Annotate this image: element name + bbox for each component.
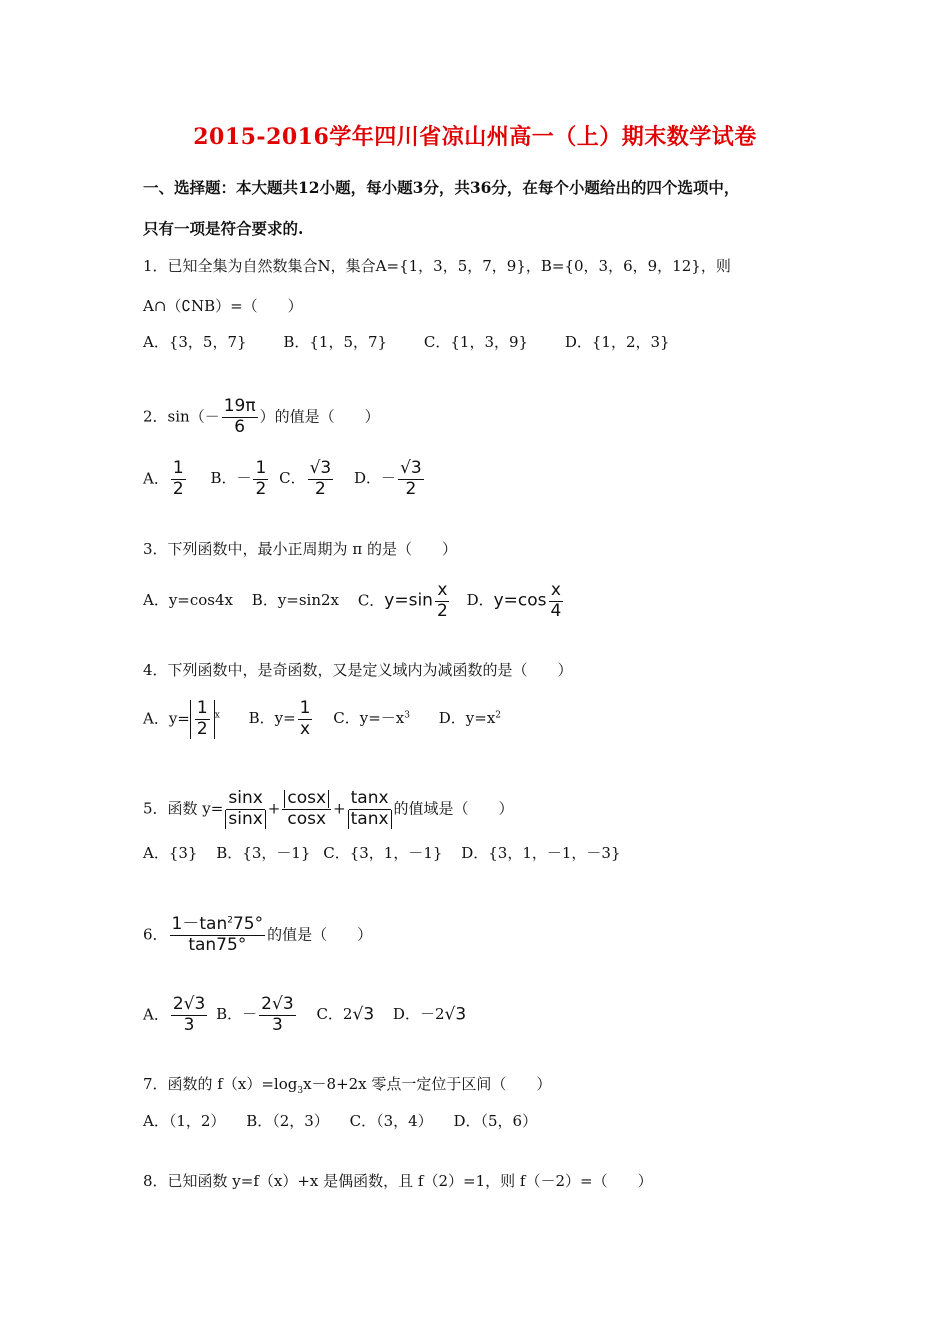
- q1-option-d: D．{1，2，3}: [564, 333, 670, 351]
- q5-options: [143, 843, 621, 863]
- q1-option-c: C．{1，3，9}: [423, 333, 529, 351]
- q3-d-fn: y=cos: [493, 590, 547, 611]
- q4-option-c: C．y=－x: [333, 709, 405, 728]
- q7-stem: [143, 1074, 551, 1101]
- q6-a-coef: 2: [172, 994, 184, 1014]
- q2-options: [143, 460, 426, 499]
- q6-a-den: 3: [183, 1014, 195, 1035]
- q4-c-exp: 3: [404, 710, 410, 721]
- q6-num-a: 1－tan: [171, 914, 228, 934]
- exam-title: 2015-2016学年四川省凉山州高一（上）期末数学试卷: [193, 124, 757, 150]
- q7-stem-b: x－8+2x 零点一定位于区间（ ）: [303, 1075, 552, 1093]
- q7-option-c: C．（3，4）: [349, 1112, 433, 1130]
- q3-d-den: 4: [550, 600, 562, 621]
- q3-c-num: x: [437, 580, 448, 600]
- q5-term1-den: sinx: [225, 810, 265, 829]
- q4-b-den: x: [300, 718, 311, 739]
- q2-d-fraction: [398, 460, 424, 499]
- q1-option-b: B．{1，5，7}: [283, 333, 388, 351]
- q1-stem-line2: A∩（∁NB）=（ ）: [143, 297, 303, 315]
- q5-stem: [143, 790, 514, 829]
- q3-option-d: D．: [466, 591, 494, 610]
- q5-option-d: D．{3，1，－1，－3}: [461, 844, 621, 862]
- q2-c-num: √3: [309, 458, 332, 478]
- q7-option-d: D．（5，6）: [453, 1112, 538, 1130]
- q2-option-d: D．－: [354, 469, 397, 488]
- q6-b-den: 3: [271, 1014, 283, 1035]
- q3-option-a: A．y=cos4x: [143, 591, 234, 610]
- q2-b-fraction: [253, 460, 268, 499]
- q2-d-den: 2: [405, 478, 417, 499]
- q6-fraction: [170, 916, 266, 955]
- q6-option-d: D．－2: [392, 1005, 445, 1024]
- q6-num: [170, 916, 266, 936]
- q6-num-b: 75°: [232, 914, 264, 934]
- q5-term3: [348, 790, 392, 829]
- q5-term2-den: cosx: [287, 808, 327, 829]
- q2-c-den: 2: [315, 478, 326, 499]
- q6-b-fraction: [259, 996, 296, 1035]
- q3-d-fraction: [549, 582, 564, 621]
- q8-stem: 8．已知函数 y=f（x）+x 是偶函数，且 f（2）=1，则 f（－2）=（ ）: [143, 1172, 653, 1190]
- q2-d-radicand: 3: [410, 458, 422, 478]
- q5-term1-num: sinx: [228, 788, 263, 808]
- q2-c-fraction: [308, 460, 334, 499]
- q5-suffix: 的值域是（ ）: [393, 799, 514, 818]
- q5-plus-2: +: [333, 799, 346, 818]
- q3-option-b: B．y=sin2x: [251, 591, 340, 610]
- q2-fraction: [222, 398, 258, 437]
- q6-d-sqrt: √3: [444, 1004, 467, 1025]
- q6-a-fraction: [171, 996, 208, 1035]
- q2-a-num: 1: [172, 458, 184, 478]
- q1-options: [143, 332, 702, 352]
- q3-c-den: 2: [436, 600, 448, 621]
- q6-b-radicand: 3: [282, 994, 294, 1014]
- q4-a-abs: [190, 700, 215, 739]
- q7-stem-a: 7．函数的 f（x）=log: [143, 1075, 298, 1093]
- q6-den: tan75°: [188, 934, 247, 955]
- q4-a-num: 1: [196, 698, 208, 718]
- q5-term3-den: tanx: [348, 810, 392, 829]
- q7-log-base: 3: [297, 1086, 304, 1096]
- q6-prefix: 6．: [143, 925, 168, 944]
- q1-option-a: A．{3，5，7}: [143, 333, 247, 351]
- q2-b-num: 1: [255, 458, 267, 478]
- q2-frac-den: 6: [234, 416, 246, 437]
- q1-stem-line1: 1．已知全集为自然数集合N，集合A={1，3，5，7，9}，B={0，3，6，9，12}，则: [143, 257, 731, 275]
- section-heading-line2: 只有一项是符合要求的.: [143, 219, 304, 238]
- q6-option-b: B．－: [216, 1005, 258, 1024]
- q6-option-c: C．2: [316, 1005, 353, 1024]
- q3-option-c: C．: [357, 591, 385, 610]
- q2-b-den: 2: [255, 478, 267, 499]
- q6-d-radicand: 3: [455, 1004, 467, 1025]
- q2-c-radicand: 3: [320, 458, 332, 478]
- q4-a-exp: x: [214, 710, 220, 721]
- q7-option-b: B．（2，3）: [246, 1112, 329, 1130]
- q7-option-a: A．（1，2）: [143, 1112, 226, 1130]
- q4-stem: 4．下列函数中，是奇函数，又是定义域内为减函数的是（ ）: [143, 661, 573, 679]
- q6-stem: [143, 916, 372, 955]
- q6-b-num: 2√3: [261, 994, 294, 1014]
- q2-a-fraction: [171, 460, 186, 499]
- q2-option-b: B．－: [210, 469, 252, 488]
- q4-d-exp: 2: [495, 710, 502, 721]
- q3-c-fraction: [435, 582, 450, 621]
- q4-b-fraction: [298, 700, 313, 739]
- q6-c-sqrt: √3: [352, 1004, 375, 1025]
- q2-stem: [143, 398, 380, 437]
- q4-options: [143, 700, 501, 739]
- q2-a-den: 2: [172, 478, 184, 499]
- section-heading-line1: 一、选择题：本大题共12小题，每小题3分，共36分，在每个小题给出的四个选项中，: [143, 178, 740, 197]
- q5-option-c: C．{3，1，－1}: [323, 844, 443, 862]
- q4-option-a: A．y=: [143, 709, 190, 728]
- q7-options: [143, 1111, 537, 1131]
- q4-option-d: D．y=x: [438, 709, 496, 728]
- q4-a-fraction: [195, 700, 210, 739]
- q5-term2: [282, 790, 331, 829]
- q5-prefix: 5．函数 y=: [143, 799, 224, 818]
- q6-option-a: A．: [143, 1005, 169, 1024]
- q6-options: [143, 996, 466, 1035]
- q2-d-num: √3: [400, 458, 422, 478]
- q5-term2-num: cosx: [284, 790, 329, 808]
- q2-suffix: ）的值是（ ）: [259, 407, 380, 426]
- q6-b-coef: 2: [261, 994, 272, 1014]
- q6-a-num: 2√3: [172, 994, 206, 1014]
- q4-a-den: 2: [196, 718, 208, 739]
- q4-option-b: B．y=: [248, 709, 296, 728]
- q2-prefix: 2．sin（－: [143, 407, 220, 426]
- q3-d-num: x: [550, 580, 561, 600]
- q6-c-radicand: 3: [363, 1004, 375, 1025]
- q6-suffix: 的值是（ ）: [267, 925, 373, 944]
- q3-stem: 3．下列函数中，最小正周期为 π 的是（ ）: [143, 540, 457, 558]
- q5-term1: [225, 790, 265, 829]
- q5-plus-1: +: [267, 799, 281, 818]
- q6-num-exp: 2: [227, 915, 233, 926]
- q5-option-a: A．{3}: [143, 844, 198, 862]
- q5-option-b: B．{3，－1}: [216, 844, 311, 862]
- q4-b-num: 1: [299, 698, 311, 718]
- q2-option-c: C．: [279, 469, 306, 488]
- q6-a-radicand: 3: [194, 994, 206, 1014]
- q2-option-a: A．: [143, 469, 169, 488]
- q2-frac-num: 19π: [223, 396, 256, 416]
- q5-term3-num: tanx: [350, 788, 389, 808]
- q3-options: [143, 582, 565, 621]
- q3-c-fn: y=sin: [384, 590, 433, 611]
